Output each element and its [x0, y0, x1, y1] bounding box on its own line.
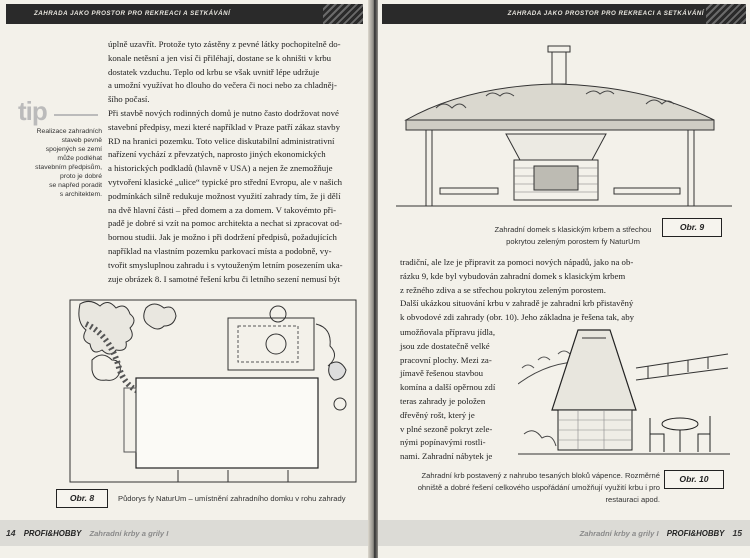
page-number-left: 14 — [6, 528, 16, 538]
brand-logo-left: PROFI&HOBBY — [23, 529, 82, 538]
figure-10-label: Obr. 10 — [664, 470, 724, 489]
figure-10-garden-fireplace — [518, 324, 730, 460]
figure-9-label: Obr. 9 — [662, 218, 722, 237]
tip-heading: tip — [18, 96, 47, 126]
figure-8-label: Obr. 8 — [56, 489, 108, 508]
figure-9-caption: Zahradní domek s klasickým krbem a střechou pokrytou zeleným porostem fy NaturUm — [494, 225, 652, 246]
tip-rule — [54, 114, 98, 116]
right-body-text-narrow: umožňovala přípravu jídla, jsou zde dostatečně velké pracovní plochy. Mezi za- jímavě řešenou stavbou komína a další opěrnou zdí teras zahrady je položen dřevěný rošt, který je v plné sezoně pokryt zele- nými popínavými rostli- nami. Zahradní nábytek je — [400, 327, 496, 462]
figure-9-garden-house — [396, 38, 732, 214]
brand-logo-right: PROFI&HOBBY — [666, 529, 725, 538]
left-body-text: úplně uzavřít. Protože tyto zástěny z pevné látky pochopitelně do- konale netěsní a jen visí či přiléhají, dostane se k ohništi v krbu dostatek vzduchu. Teplo od krbu se však uvnitř lépe udržuje a umožní využívat ho dlouho do večera či noci nebo za chladněj- šího počasí. Při stavbě nových rodinných domů je nutno často dodržovat nové stavební předpisy, mezi které například v Praze patří zákaz stavby RD na hranici pozemku. Toto velice diskutabilní administrativní nařízení vychází z převzatých, naprosto jiných ekonomických a historických podkladů (hlavně v USA) a nejen že znemožňuje vytvoření klasické „ulice“ typické pro střední Evropu, ale v našich podmínkách silně redukuje možnost využití zahrady tím, že ji dělí na dvě hlavní části – před domem a za domem. V takovémto při- padě je dobré si vzít na pomoc architekta a nechat si zpracovat od- bornou studii. Jak je možno i při dodržení předpisů, požadujících například na vlastním pozemku parkovací místa a podobně, vy- tvořit smysluplnou zahradu i s vytouženým letním posezením uka- zuje obrázek 8. I samotné řešení krbu či letního sezení nemusí být — [108, 39, 343, 284]
running-header-right: ZAHRADA JAKO PROSTOR PRO REKREACI A SETKÁVÁNÍ — [382, 4, 746, 24]
book-title-right: Zahradní krby a grily I — [579, 529, 659, 538]
footer-left — [0, 520, 370, 546]
left-page — [0, 0, 370, 558]
running-header-left: ZAHRADA JAKO PROSTOR PRO REKREACI A SETKÁVÁNÍ — [6, 4, 363, 24]
figure-8-site-plan — [58, 294, 358, 486]
right-page — [378, 0, 750, 558]
figure-10-caption: Zahradní krb postavený z nahrubo tesaných bloků vápence. Rozměrné ohniště a dobré řešení celkového uspořádání umožňují využití krbu i pro restauraci apod. — [417, 471, 660, 504]
page-number-right: 15 — [732, 528, 742, 538]
right-body-text-wide: tradiční, ale lze je připravit za pomoci nových nápadů, jako na ob- rázku 9, kde byl vybudován zahradní domek s klasickým krbem z režného zdiva a se střechou pokrytou zeleným porostem. Další ukázkou situování krbu v zahradě je zahradní krb přistavěný k obvodové zdi zahrady (obr. 10). Jeho základna je řešena tak, aby — [400, 257, 635, 323]
tip-text: Realizace zahradních staveb pevně spojených se zemí může podléhat stavebním předpisům, proto je dobré se napřed poradit s architektem. — [35, 128, 102, 198]
footer-right — [378, 520, 750, 546]
figure-8-caption: Půdorys fy NaturUm – umístnění zahradního domku v rohu zahrady — [118, 494, 346, 503]
book-title-left: Zahradní krby a grily I — [89, 529, 169, 538]
